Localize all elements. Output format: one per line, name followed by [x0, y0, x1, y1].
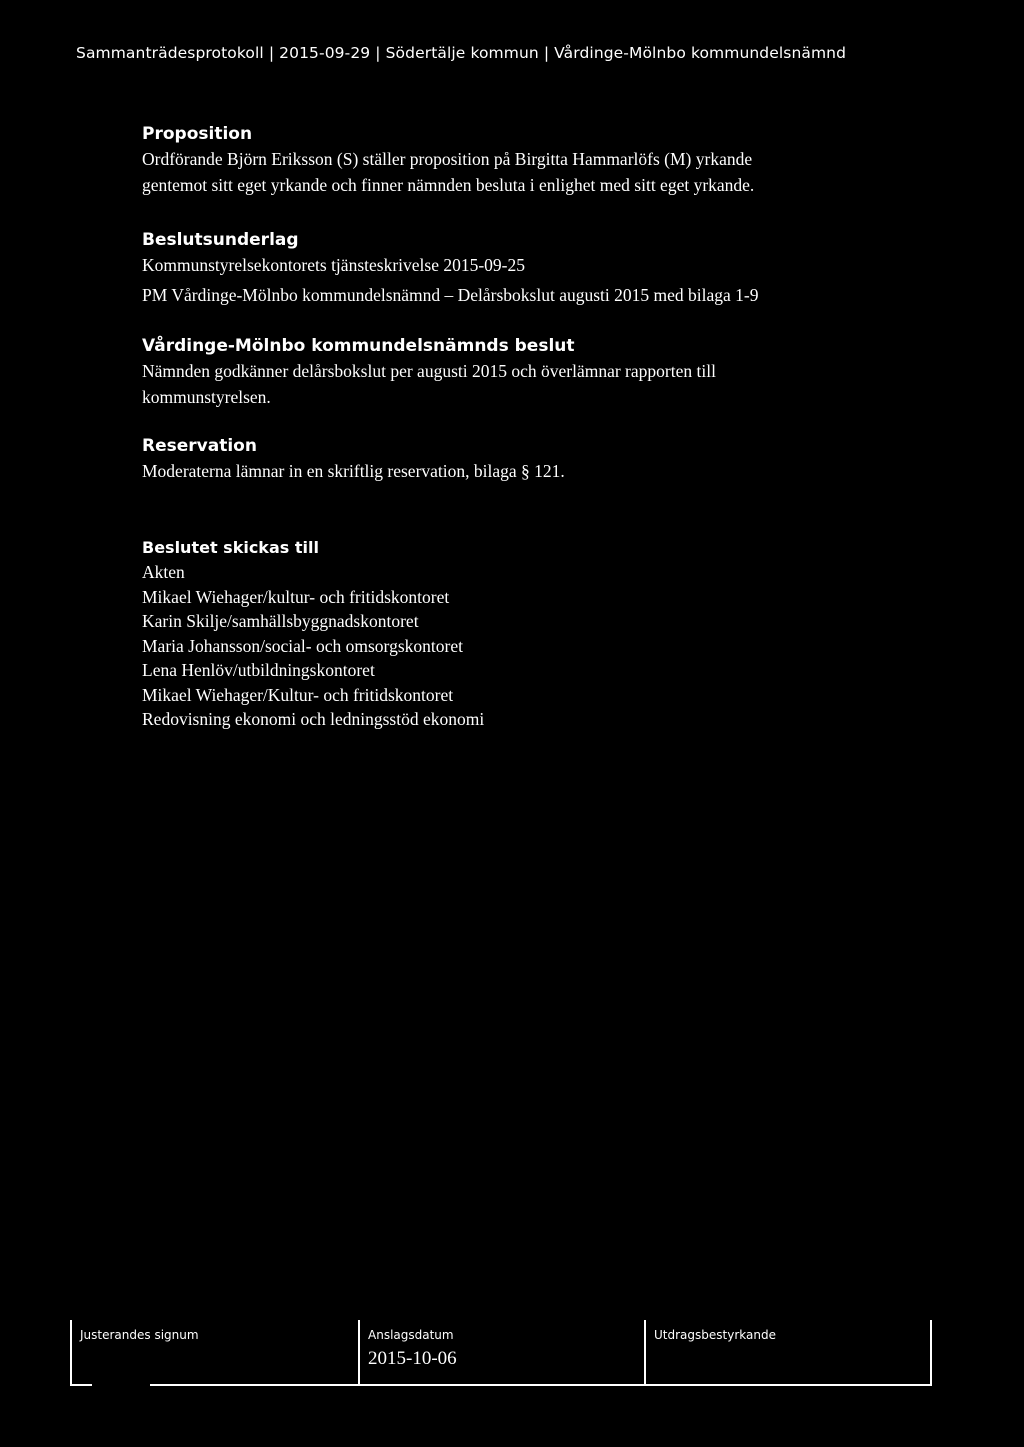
distribution-heading: Beslutet skickas till — [142, 538, 319, 557]
signature-box-left-border — [70, 1320, 72, 1386]
section-heading-beslutsunderlag: Beslutsunderlag — [142, 230, 299, 250]
signature-box — [70, 1320, 932, 1386]
utdragsbestyrkande-label: Utdragsbestyrkande — [654, 1328, 776, 1342]
anslagsdatum-value: 2015-10-06 — [368, 1348, 457, 1369]
section-heading-beslut: Vårdinge-Mölnbo kommundelsnämnds beslut — [142, 336, 575, 356]
section-distribution — [142, 536, 942, 732]
beslut-text — [142, 358, 942, 410]
document-body — [142, 122, 942, 732]
proposition-line: Ordförande Björn Eriksson (S) ställer proposition på Birgitta Hammarlöfs (M) yrkande — [142, 149, 753, 169]
reservation-text: Moderaterna lämnar in en skriftlig reservation, bilaga § 121. — [142, 461, 565, 481]
recipient-item: Mikael Wiehager/Kultur- och fritidskontoret — [142, 684, 454, 705]
signature-box-right-border — [930, 1320, 932, 1386]
justerandes-signum-label: Justerandes signum — [80, 1328, 199, 1342]
section-beslut — [142, 334, 942, 410]
section-proposition — [142, 122, 942, 198]
signature-box-bottom-border — [70, 1384, 92, 1386]
recipient-item: Karin Skilje/samhällsbyggnadskontoret — [142, 611, 419, 631]
signature-box-bottom-border — [150, 1384, 932, 1386]
recipient-item: Maria Johansson/social- och omsorgskontoret — [142, 635, 463, 656]
recipient-item: Akten — [142, 562, 185, 582]
beslut-line: Nämnden godkänner delårsbokslut per augusti 2015 och överlämnar rapporten till — [142, 361, 716, 381]
beslutsunderlag-item: PM Vårdinge-Mölnbo kommundelsnämnd – Delårsbokslut augusti 2015 med bilaga 1-9 — [142, 285, 759, 305]
recipient-list — [142, 560, 942, 732]
beslutsunderlag-list — [142, 252, 942, 308]
section-beslutsunderlag — [142, 228, 942, 308]
recipient-item: Mikael Wiehager/kultur- och fritidskontoret — [142, 586, 450, 607]
beslut-line: kommunstyrelsen. — [142, 387, 271, 407]
proposition-text — [142, 146, 942, 198]
recipient-item: Lena Henlöv/utbildningskontoret — [142, 660, 375, 680]
recipient-item: Redovisning ekonomi och ledningsstöd ekonomi — [142, 709, 485, 729]
section-reservation — [142, 434, 942, 484]
signature-box-divider — [358, 1320, 360, 1386]
document-header: Sammanträdesprotokoll | 2015-09-29 | Södertälje kommun | Vårdinge-Mölnbo kommundelsnämnd — [76, 44, 847, 62]
beslutsunderlag-item: Kommunstyrelsekontorets tjänsteskrivelse 2015-09-25 — [142, 255, 525, 275]
section-heading-reservation: Reservation — [142, 436, 257, 456]
proposition-line: gentemot sitt eget yrkande och finner nämnden besluta i enlighet med sitt eget yrkande. — [142, 175, 755, 195]
anslagsdatum-label: Anslagsdatum — [368, 1328, 454, 1342]
signature-box-divider — [644, 1320, 646, 1386]
section-heading-proposition: Proposition — [142, 124, 253, 144]
